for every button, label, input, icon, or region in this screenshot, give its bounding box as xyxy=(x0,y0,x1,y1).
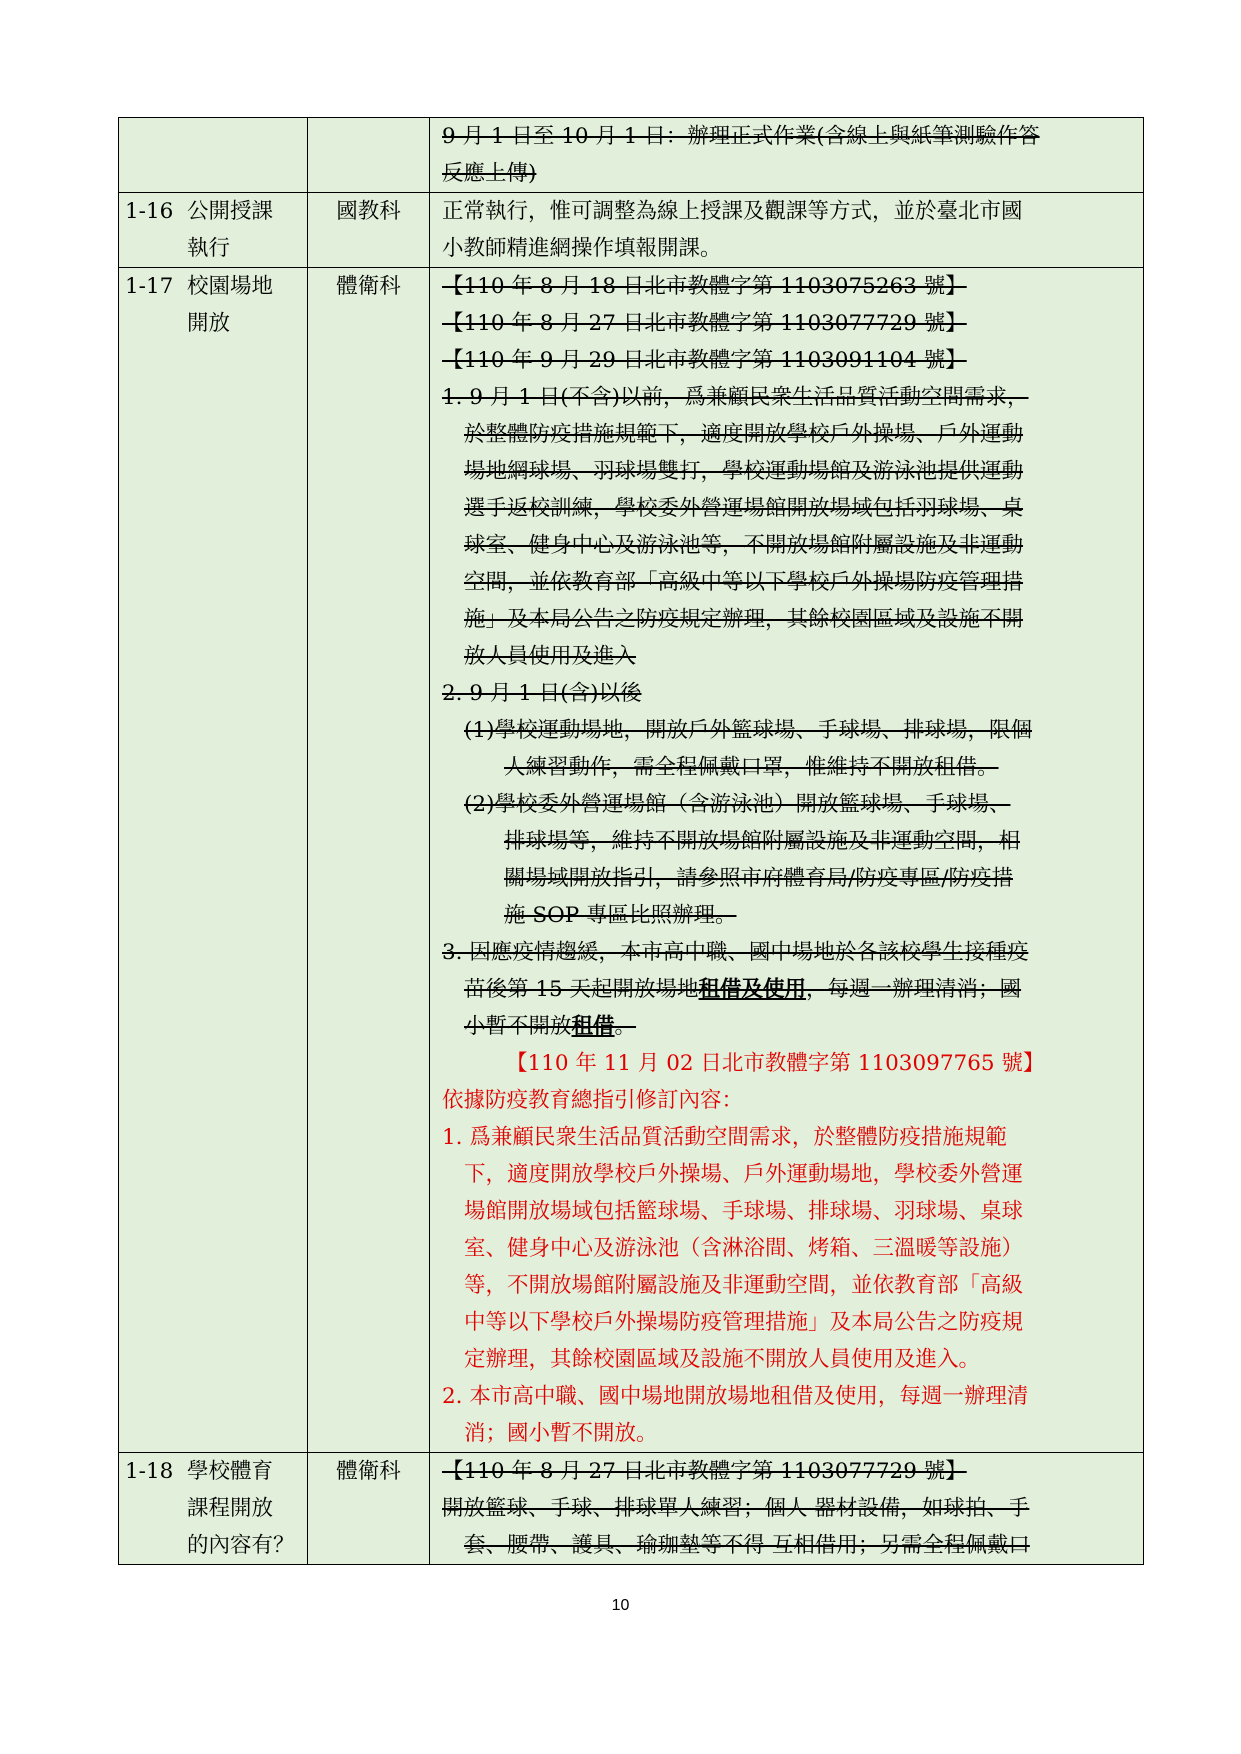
content-line: 排球場等，維持不開放場館附屬設施及非運動空間，相 xyxy=(504,829,1021,854)
revision-line: 1. 爲兼顧民衆生活品質活動空間需求，於整體防疫措施規範 xyxy=(442,1125,1007,1150)
content-line: 放人員使用及進入 xyxy=(464,644,637,669)
content-line: 反應上傳) xyxy=(442,161,537,186)
content-line: 3. 因應疫情趨緩，本市高中職、國中場地於各該校學生接種疫 xyxy=(442,940,1029,965)
content-cell xyxy=(430,118,1144,193)
content-line xyxy=(442,971,1135,1008)
content-line: 小教師精進網操作填報開課。 xyxy=(442,236,722,261)
item-cell xyxy=(119,1453,308,1565)
emphasis-text: 租借及使用 xyxy=(698,977,807,1002)
table-row-1-18 xyxy=(119,1453,1144,1565)
content-line: 於整體防疫措施規範下，適度開放學校戶外操場、戶外運動 xyxy=(464,422,1024,447)
content-line: 選手返校訓練，學校委外營運場館開放場域包括羽球場、桌 xyxy=(464,496,1024,521)
item-title: 開放 xyxy=(187,311,231,336)
content-cell xyxy=(430,268,1144,1453)
content-line: 場地網球場、羽球場雙打，學校運動場館及游泳池提供運動 xyxy=(464,459,1024,484)
content-cell xyxy=(430,193,1144,268)
content-line xyxy=(442,1008,1135,1045)
content-line: 空間，並依教育部「高級中等以下學校戶外操場防疫管理措 xyxy=(464,570,1024,595)
content-line: 正常執行，惟可調整為線上授課及觀課等方式，並於臺北市國 xyxy=(442,199,1023,224)
content-line: (1)學校運動場地，開放戶外籃球場、手球場、排球場，限個 xyxy=(464,718,1032,743)
content-line: 套、腰帶、護具、瑜珈墊等不得 互相借用；另需全程佩戴口 xyxy=(464,1533,1030,1558)
page-number: 10 xyxy=(611,1597,630,1614)
revision-line: 下，適度開放學校戶外操場、戶外運動場地，學校委外營運 xyxy=(464,1162,1024,1187)
table-row-continued xyxy=(119,118,1144,193)
revision-line: 等，不開放場館附屬設施及非運動空間，並依教育部「高級 xyxy=(464,1273,1024,1298)
content-line: 施」及本局公告之防疫規定辦理，其餘校園區域及設施不開 xyxy=(464,607,1024,632)
item-number: 1-18 xyxy=(125,1459,174,1484)
table-row-1-16 xyxy=(119,193,1144,268)
emphasis-text: 租借 xyxy=(571,1014,615,1039)
content-line: 1. 9 月 1 日(不含)以前，爲兼顧民衆生活品質活動空間需求， xyxy=(442,385,1029,410)
unit-cell: 體衛科 xyxy=(308,1453,430,1565)
item-title: 學校體育 xyxy=(187,1459,274,1484)
reference-line: 【110 年 8 月 27 日北市教體字第 1103077729 號】 xyxy=(442,311,967,336)
item-cell xyxy=(119,268,308,1453)
revision-line: 2. 本市高中職、國中場地開放場地租借及使用，每週一辦理清 xyxy=(442,1384,1029,1409)
revision-line: 定辦理，其餘校園區域及設施不開放人員使用及進入。 xyxy=(464,1347,981,1372)
item-cell xyxy=(119,118,308,193)
revision-line: 室、健身中心及游泳池（含淋浴間、烤箱、三溫暖等設施） xyxy=(464,1236,1024,1261)
revision-line: 場館開放場域包括籃球場、手球場、排球場、羽球場、桌球 xyxy=(464,1199,1024,1224)
unit-cell: 國教科 xyxy=(308,193,430,268)
item-cell xyxy=(119,193,308,268)
revision-intro: 依據防疫教育總指引修訂內容： xyxy=(442,1088,744,1113)
content-line: 2. 9 月 1 日(含)以後 xyxy=(442,681,642,706)
table-row-1-17 xyxy=(119,268,1144,1453)
reference-line: 【110 年 8 月 18 日北市教體字第 1103075263 號】 xyxy=(442,274,967,299)
content-text: 苗後第 15 天起開放場地 xyxy=(464,977,699,1002)
item-title: 課程開放 xyxy=(187,1496,274,1521)
content-text: 。 xyxy=(614,1014,637,1039)
content-text: 小暫不開放 xyxy=(464,1014,572,1039)
item-title: 的內容有？ xyxy=(187,1533,295,1558)
content-text: ，每週一辦理清消；國 xyxy=(806,977,1022,1002)
content-line: (2)學校委外營運場館（含游泳池）開放籃球場、手球場、 xyxy=(464,792,1011,817)
revision-line: 中等以下學校戶外操場防疫管理措施」及本局公告之防疫規 xyxy=(464,1310,1024,1335)
item-title: 校園場地 xyxy=(187,274,274,299)
reference-line: 【110 年 9 月 29 日北市教體字第 1103091104 號】 xyxy=(442,348,967,373)
content-line: 關場域開放指引，請參照市府體育局/防疫專區/防疫措 xyxy=(504,866,1013,891)
content-line: 施 SOP 專區比照辦理。 xyxy=(504,903,737,928)
reference-line: 【110 年 8 月 27 日北市教體字第 1103077729 號】 xyxy=(442,1459,967,1484)
content-cell xyxy=(430,1453,1144,1565)
unit-cell: 體衛科 xyxy=(308,268,430,1453)
unit-cell xyxy=(308,118,430,193)
item-title: 執行 xyxy=(187,236,231,261)
content-line: 人練習動作，需全程佩戴口罩，惟維持不開放租借。 xyxy=(504,755,999,780)
item-number: 1-17 xyxy=(125,274,174,299)
content-line: 9 月 1 日至 10 月 1 日：辦理正式作業(含線上與紙筆測驗作答 xyxy=(442,124,1040,149)
revision-reference: 【110 年 11 月 02 日北市教體字第 1103097765 號】 xyxy=(506,1051,1045,1076)
schedule-table xyxy=(118,117,1144,1565)
content-line: 開放籃球、手球、排球單人練習；個人 器材設備，如球拍、手 xyxy=(442,1496,1030,1521)
item-number: 1-16 xyxy=(125,199,174,224)
revision-line: 消；國小暫不開放。 xyxy=(464,1421,658,1446)
item-title: 公開授課 xyxy=(187,199,274,224)
content-line: 球室、健身中心及游泳池等，不開放場館附屬設施及非運動 xyxy=(464,533,1024,558)
